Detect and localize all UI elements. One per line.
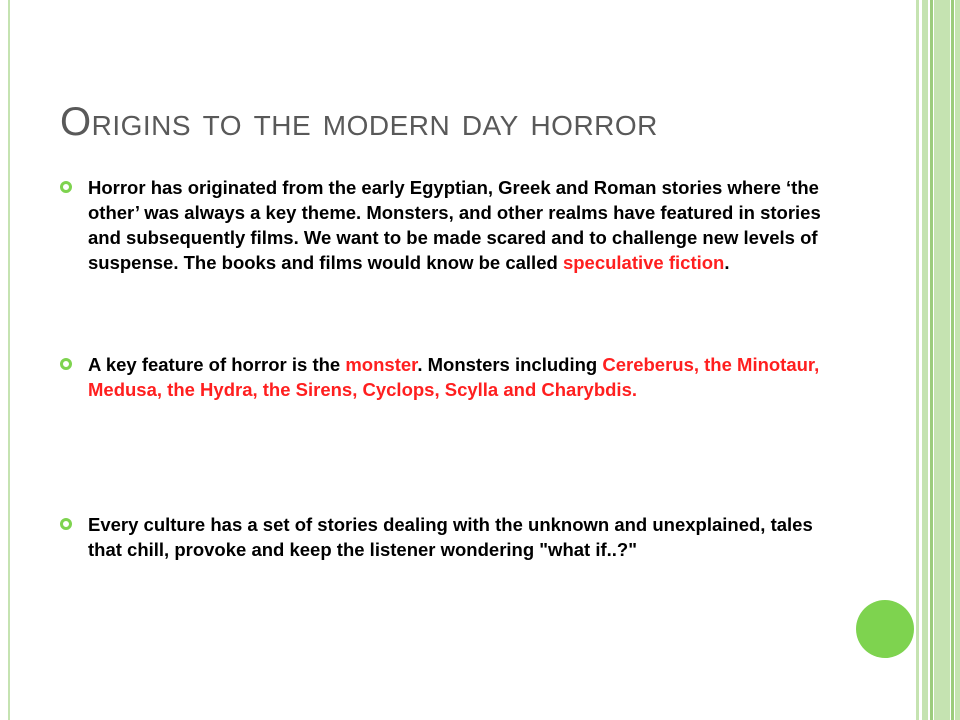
slide-title: Origins to the modern day horror [60, 100, 658, 144]
highlight-text: speculative fiction [562, 252, 725, 273]
bullet-text: Every culture has a set of stories dealing with the unknown and unexplained, tales that chill, provoke and keep the listener wondering "what if..?" [88, 514, 813, 560]
right-stripe [934, 0, 950, 720]
highlight-text: monster [345, 354, 418, 375]
bullet-text-middle: . Monsters including [417, 354, 603, 375]
right-stripe [951, 0, 954, 720]
ring-bullet-icon [60, 358, 72, 370]
bullet-item [60, 352, 830, 402]
highlight-text: Cereberus, the Minotaur, Medusa, the Hydra, the Sirens, Cyclops, Scylla and Charybdis. [88, 354, 820, 400]
bullet-text-tail: . [724, 252, 730, 273]
bullet-text: Horror has originated from the early Egyptian, Greek and Roman stories where ‘the other’ was always a key theme. Monsters, and other realms have featured in stories and subsequently films. We want to be made scared and to challenge new levels of suspense. The books and films would know be called [88, 177, 821, 273]
ring-bullet-icon [60, 518, 72, 530]
left-border-line [8, 0, 10, 720]
right-stripe [930, 0, 933, 720]
bullet-text: A key feature of horror is the [88, 354, 346, 375]
decorative-circle [856, 600, 914, 658]
bullet-item [60, 175, 830, 275]
right-stripe [916, 0, 919, 720]
ring-bullet-icon [60, 181, 72, 193]
right-stripe [955, 0, 960, 720]
right-stripe [922, 0, 928, 720]
bullet-item [60, 512, 830, 562]
bullet-list [60, 175, 830, 562]
